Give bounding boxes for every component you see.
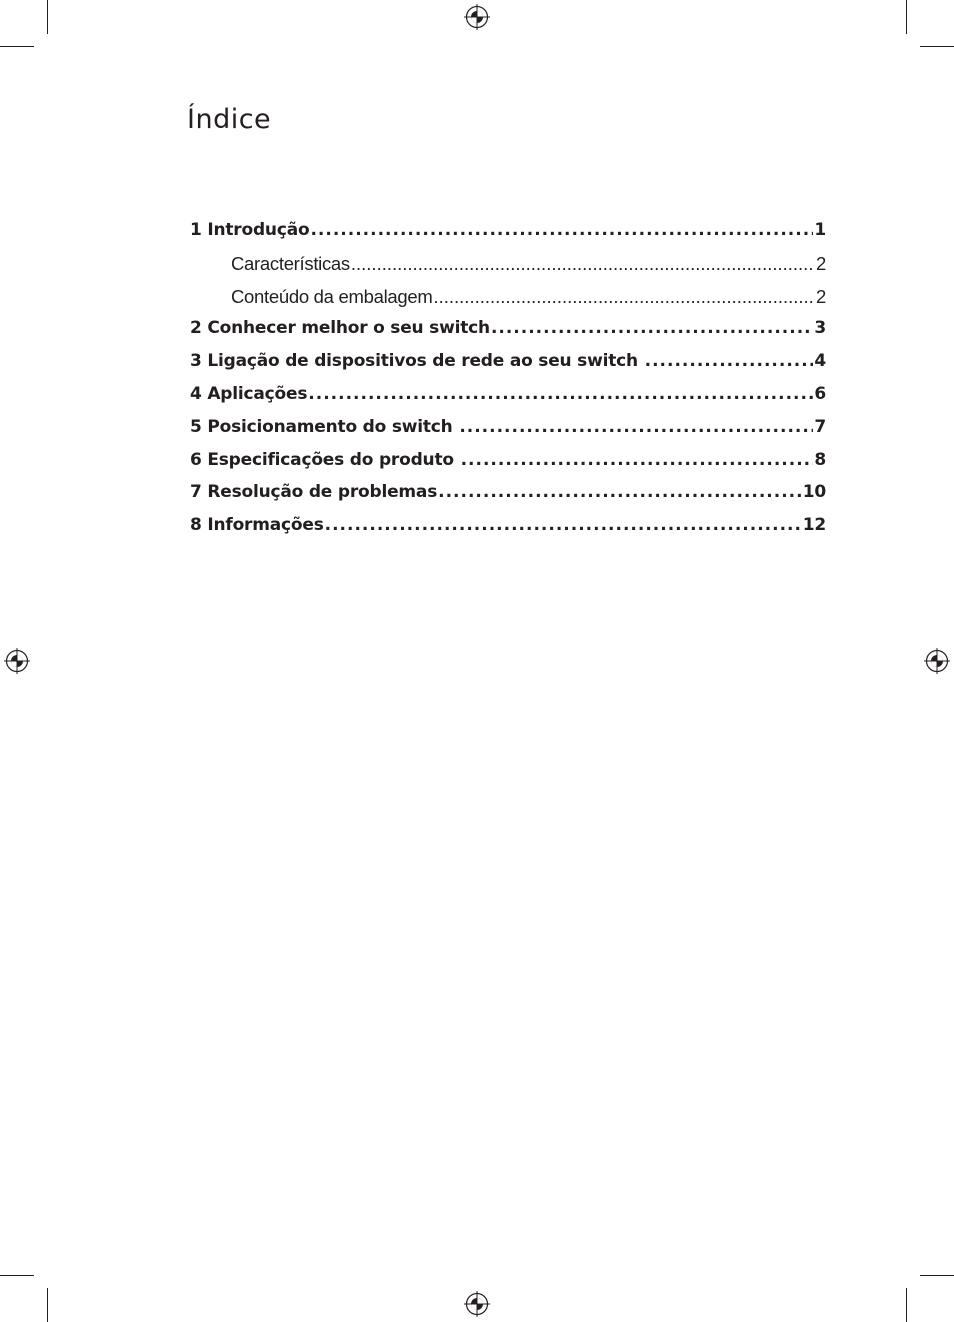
toc-entry[interactable] bbox=[190, 417, 826, 450]
toc-entry-page: 1 bbox=[814, 220, 826, 240]
toc-entry-page: 10 bbox=[802, 482, 826, 503]
toc-entry-label: 8 Informações bbox=[190, 515, 324, 536]
crop-mark bbox=[920, 46, 954, 47]
toc-entry-page: 8 bbox=[814, 449, 826, 470]
toc-entry-page: 2 bbox=[816, 252, 826, 274]
toc-entry[interactable] bbox=[190, 318, 826, 351]
crop-mark bbox=[906, 1288, 907, 1322]
page-title: Índice bbox=[187, 104, 272, 135]
toc-entry-page: 2 bbox=[816, 285, 826, 307]
registration-mark-icon bbox=[464, 1291, 490, 1317]
toc-entry-page: 12 bbox=[802, 515, 826, 536]
crop-mark bbox=[906, 0, 907, 34]
toc-leader-dots bbox=[459, 417, 813, 437]
toc-entry-label: 1 Introdução bbox=[190, 220, 310, 240]
toc-entry-label: Características bbox=[231, 252, 350, 274]
crop-mark bbox=[47, 1288, 48, 1322]
registration-mark-icon bbox=[464, 4, 490, 30]
toc-entry-label: 4 Aplicações bbox=[190, 383, 308, 404]
toc-leader-dots bbox=[308, 384, 813, 404]
toc-entry[interactable] bbox=[190, 384, 826, 417]
registration-mark-icon bbox=[924, 648, 950, 674]
crop-mark bbox=[47, 0, 48, 34]
crop-mark bbox=[0, 1275, 34, 1276]
toc-entry-label: 2 Conhecer melhor o seu switch bbox=[190, 318, 490, 339]
toc-entry-page: 4 bbox=[814, 351, 826, 372]
toc-entry-label: 6 Especificações do produto bbox=[190, 449, 460, 470]
toc-entry-page: 6 bbox=[814, 383, 826, 404]
toc-leader-dots bbox=[645, 351, 814, 371]
toc-leader-dots bbox=[351, 253, 815, 275]
toc-entry[interactable] bbox=[190, 515, 826, 548]
toc-entry[interactable] bbox=[190, 482, 826, 515]
toc-entry-label: Conteúdo da embalagem bbox=[231, 285, 433, 307]
toc-entry[interactable] bbox=[190, 286, 826, 319]
toc-entry-page: 3 bbox=[814, 318, 826, 339]
toc-entry-label: 5 Posicionamento do switch bbox=[190, 416, 459, 437]
crop-mark bbox=[0, 46, 34, 47]
registration-mark-icon bbox=[4, 648, 30, 674]
toc-entry-label: 7 Resolução de problemas bbox=[190, 482, 438, 503]
toc-leader-dots bbox=[461, 450, 814, 470]
toc-leader-dots bbox=[491, 318, 813, 338]
toc-entry-page: 7 bbox=[814, 416, 826, 437]
toc-entry-label: 3 Ligação de dispositivos de rede ao seu switch bbox=[190, 351, 644, 372]
toc-leader-dots bbox=[438, 482, 802, 502]
toc-entry[interactable] bbox=[190, 253, 826, 286]
toc-entry[interactable] bbox=[190, 220, 826, 253]
toc-leader-dots bbox=[433, 286, 815, 308]
table-of-contents bbox=[190, 220, 826, 548]
crop-mark bbox=[920, 1275, 954, 1276]
toc-leader-dots bbox=[325, 515, 802, 535]
toc-entry[interactable] bbox=[190, 351, 826, 384]
toc-leader-dots bbox=[310, 220, 813, 240]
toc-entry[interactable] bbox=[190, 450, 826, 483]
